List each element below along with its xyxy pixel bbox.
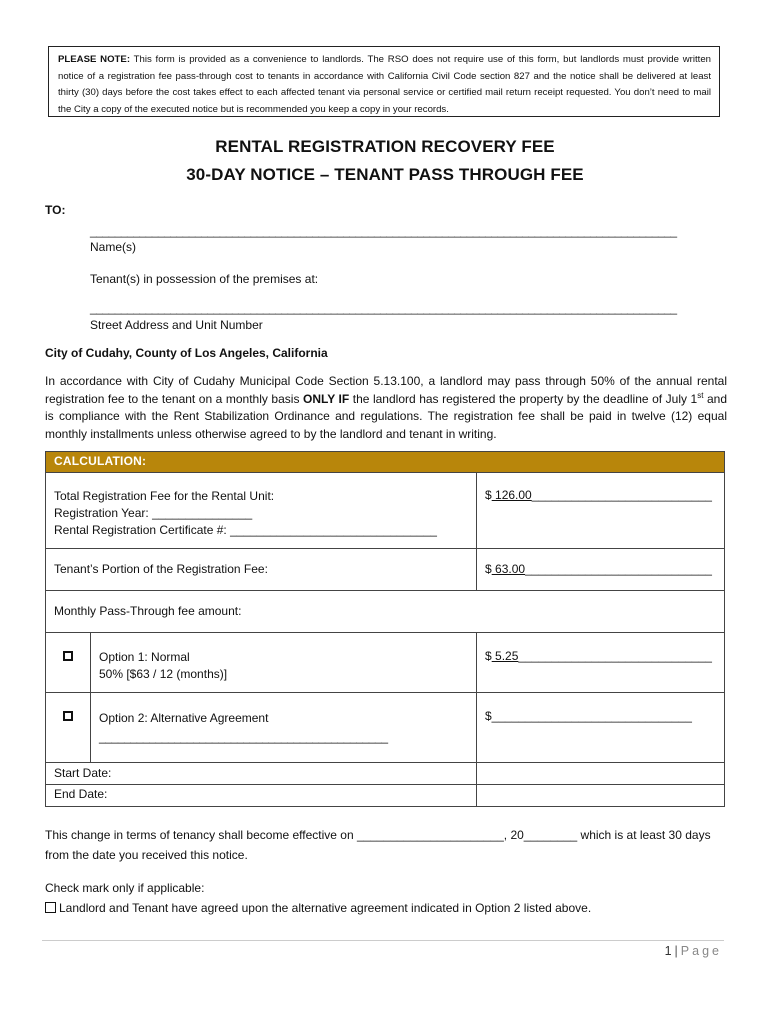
- option1-cell: [91, 633, 477, 693]
- option2-amount[interactable]: $______________________________: [477, 693, 725, 763]
- address-label: Street Address and Unit Number: [90, 318, 263, 332]
- city-line: City of Cudahy, County of Los Angeles, California: [45, 346, 328, 360]
- option1-amount[interactable]: [477, 633, 725, 693]
- tenant-portion-label: Tenant’s Portion of the Registration Fee:: [46, 549, 477, 591]
- option1-line: _____________________________: [518, 649, 712, 663]
- page-number-value: 1: [664, 944, 672, 958]
- address-field[interactable]: _______________________________________________________________________________________________: [90, 301, 677, 315]
- monthly-fee-label: Monthly Pass-Through fee amount:: [46, 591, 725, 633]
- paragraph-emphasis: ONLY IF: [302, 391, 350, 406]
- option1-checkbox-cell[interactable]: [46, 633, 91, 693]
- total-fee-cell: [46, 473, 477, 549]
- footer-divider: [42, 940, 724, 941]
- check-header: Check mark only if applicable:: [45, 881, 205, 895]
- names-label: Name(s): [90, 240, 137, 254]
- agreement-check-line[interactable]: [45, 901, 591, 915]
- effective-date-blank[interactable]: ______________________: [356, 828, 504, 842]
- total-fee-label: Total Registration Fee for the Rental Unit:: [54, 489, 275, 503]
- effective-year-blank[interactable]: ________: [523, 828, 578, 842]
- tenant-portion-amount[interactable]: [477, 549, 725, 591]
- calculation-table: [45, 451, 725, 807]
- paragraph-superscript: st: [697, 390, 704, 400]
- option2-checkbox[interactable]: [63, 711, 73, 721]
- calculation-header: CALCULATION:: [46, 452, 725, 473]
- page-separator: |: [674, 944, 678, 958]
- document-title-line2: 30-DAY NOTICE – TENANT PASS THROUGH FEE: [186, 165, 584, 184]
- effective-text2: , 20: [503, 828, 524, 842]
- page-word: Page: [680, 944, 722, 958]
- agreement-check-text: Landlord and Tenant have agreed upon the alternative agreement indicated in Option 2 listed above.: [59, 901, 592, 915]
- document-title-line1: RENTAL REGISTRATION RECOVERY FEE: [215, 137, 555, 156]
- option2-title: Option 2: Alternative Agreement: [99, 711, 269, 725]
- end-date-label[interactable]: End Date:: [46, 785, 477, 807]
- total-fee-dollar: $: [485, 488, 492, 502]
- option1-checkbox[interactable]: [63, 651, 73, 661]
- agreement-checkbox[interactable]: [45, 902, 56, 913]
- to-label: TO:: [45, 203, 66, 217]
- tenant-portion-line: ____________________________: [525, 562, 712, 576]
- possession-text: Tenant(s) in possession of the premises at:: [90, 272, 319, 286]
- pass-through-paragraph: [45, 373, 727, 443]
- effective-text1: This change in terms of tenancy shall become effective on: [45, 828, 357, 842]
- names-field[interactable]: _______________________________________________________________________________________________: [90, 224, 677, 238]
- start-date-value[interactable]: [477, 763, 725, 785]
- total-fee-value: 126.00: [491, 488, 532, 502]
- option2-blank[interactable]: ______________________________________________: [99, 730, 388, 744]
- page-number: [665, 944, 722, 958]
- notice-label: PLEASE NOTE:: [58, 54, 131, 65]
- registration-year-field[interactable]: Registration Year: _______________: [54, 506, 253, 520]
- notice-box: [48, 46, 720, 117]
- option1-dollar: $: [485, 649, 492, 663]
- option2-checkbox-cell[interactable]: [46, 693, 91, 763]
- effective-date-text: [45, 825, 725, 865]
- paragraph-part3: and is compliance with the Rent Stabilization Ordinance and regulations. The registration fee shall be paid in twelve (12) equal monthly installments unless otherwise agreed to by the landlord and tenant in writing.: [45, 391, 727, 441]
- option1-value: 5.25: [491, 649, 519, 663]
- option2-cell: [91, 693, 477, 763]
- total-fee-amount[interactable]: [477, 473, 725, 549]
- effective-text3: which is at least 30 days from the date you received this notice.: [45, 828, 711, 862]
- paragraph-part2: the landlord has registered the property by the deadline of July 1: [349, 391, 698, 406]
- paragraph-part1: In accordance with City of Cudahy Municipal Code Section 5.13.100, a landlord may pass through 50% of the annual rental registration fee to the tenant on a monthly basis: [45, 374, 727, 406]
- certificate-field[interactable]: Rental Registration Certificate #: _______________________________: [54, 523, 437, 537]
- notice-text: This form is provided as a convenience to landlords. The RSO does not require use of this form, but landlords must provide written notice of a registration fee pass-through cost to tenants in accordance with California Civil Code section 827 and the notice shall be delivered at least thirty (30) days before the cost takes effect to each affected tenant via personal service or certified mail return receipt requested. You don’t need to mail the City a copy of the executed notice but is recommended you keep a copy in your records.: [58, 54, 711, 115]
- option1-detail: 50% [$63 / 12 (months)]: [99, 667, 228, 681]
- end-date-value[interactable]: [477, 785, 725, 807]
- total-fee-line: ___________________________: [531, 488, 712, 502]
- option1-title: Option 1: Normal: [99, 650, 190, 664]
- tenant-portion-value: 63.00: [491, 562, 526, 576]
- tenant-portion-dollar: $: [485, 562, 492, 576]
- start-date-label[interactable]: Start Date:: [46, 763, 477, 785]
